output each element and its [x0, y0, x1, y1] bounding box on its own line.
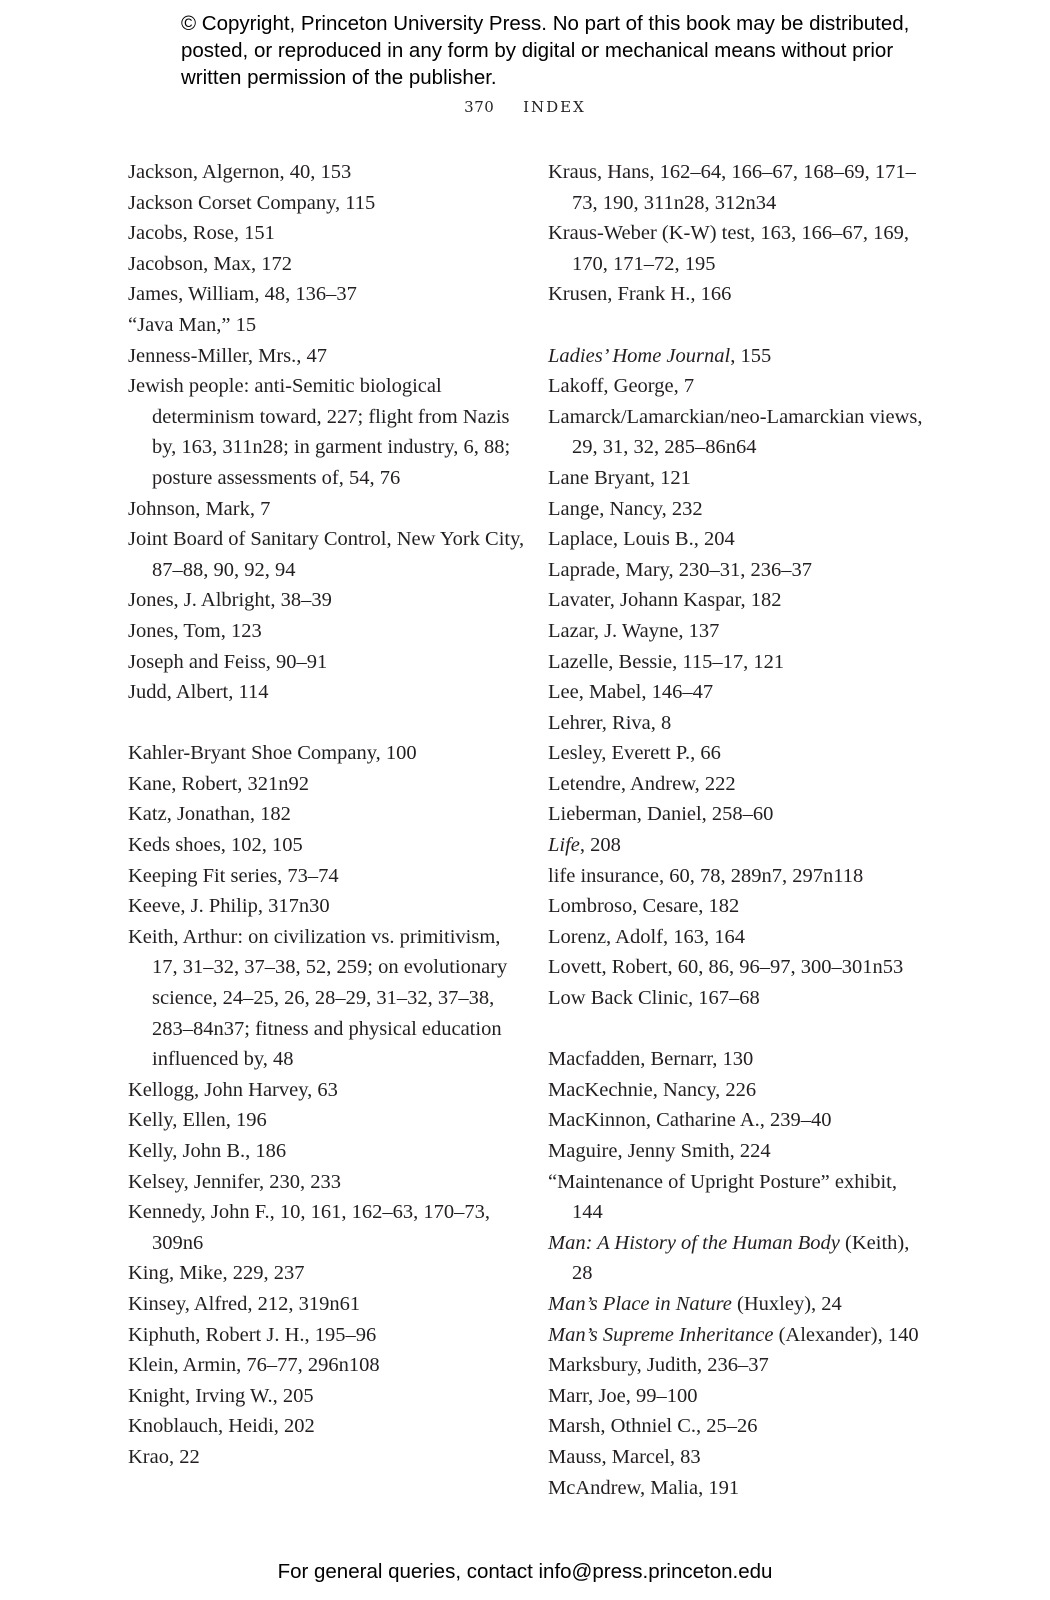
- entry-locators: (Keith), 28: [572, 1231, 910, 1285]
- index-entry: Mauss, Marcel, 83: [548, 1445, 701, 1468]
- letter-group-divider: [548, 1014, 928, 1045]
- index-entry: Marksbury, Judith, 236–37: [548, 1354, 769, 1377]
- work-title: Man’s Supreme Inheritance: [548, 1323, 774, 1346]
- index-entry: Lakoff, George, 7: [548, 375, 695, 398]
- index-entry: Jacobson, Max, 172: [128, 252, 292, 275]
- index-entry: Jenness-Miller, Mrs., 47: [128, 344, 328, 367]
- index-entry: Maguire, Jenny Smith, 224: [548, 1140, 771, 1162]
- index-entry: Joseph and Feiss, 90–91: [128, 650, 328, 673]
- index-entry: Jones, J. Albright, 38–39: [128, 589, 332, 612]
- index-entry: Lesley, Everett P., 66: [548, 742, 721, 765]
- index-entry: King, Mike, 229, 237: [128, 1262, 305, 1285]
- index-entry: Kelly, John B., 186: [128, 1140, 287, 1162]
- page-number: 370: [464, 98, 495, 116]
- index-entry: Laplace, Louis B., 204: [548, 528, 735, 551]
- index-entry: Lieberman, Daniel, 258–60: [548, 803, 774, 826]
- index-entry: Knoblauch, Heidi, 202: [128, 1415, 315, 1438]
- index-entry: Krusen, Frank H., 166: [548, 283, 732, 306]
- work-title: Man’s Place in Nature: [548, 1292, 732, 1315]
- index-entry: Kraus, Hans, 162–64, 166–67, 168–69, 171–73, 190, 311n28, 312n34: [548, 161, 916, 214]
- entry-locators: (Alexander), 140: [773, 1323, 919, 1346]
- index-entry: [548, 1320, 928, 1351]
- index-entry: [548, 341, 928, 372]
- index-entry: Kraus-Weber (K-W) test, 163, 166–67, 169, 170, 171–72, 195: [548, 222, 909, 275]
- index-entry: Johnson, Mark, 7: [128, 497, 271, 520]
- letter-group-divider: [548, 310, 928, 341]
- index-entry: Lazar, J. Wayne, 137: [548, 619, 720, 642]
- index-entry: Lavater, Johann Kaspar, 182: [548, 589, 782, 612]
- index-entry: Kane, Robert, 321n92: [128, 772, 310, 795]
- work-title: Life: [548, 834, 580, 857]
- index-entry: Knight, Irving W., 205: [128, 1384, 314, 1407]
- index-entry: “Java Man,” 15: [128, 313, 257, 336]
- index-entry: James, William, 48, 136–37: [128, 283, 357, 306]
- index-entry: Laprade, Mary, 230–31, 236–37: [548, 558, 812, 581]
- index-entry: Jones, Tom, 123: [128, 619, 262, 642]
- index-entry: Lamarck/Lamarckian/neo-Lamarckian views, 29, 31, 32, 285–86n64: [548, 405, 923, 459]
- work-title: Ladies’ Home Journal: [548, 344, 731, 367]
- index-entry: Lee, Mabel, 146–47: [548, 681, 714, 704]
- index-entry: McAndrew, Malia, 191: [548, 1476, 740, 1499]
- index-entry: Jewish people: anti-Semitic biological determinism toward, 227; flight from Nazis by, 163, 311n28; in garment industry, 6, 88; posture assessments of, 54, 76: [128, 375, 511, 489]
- index-entry: Keeve, J. Philip, 317n30: [128, 895, 330, 918]
- index-entry: Kinsey, Alfred, 212, 319n61: [128, 1292, 361, 1315]
- index-entry: [548, 830, 928, 861]
- index-entry: Katz, Jonathan, 182: [128, 803, 291, 826]
- letter-group-divider: [128, 708, 528, 739]
- index-entry: MacKechnie, Nancy, 226: [548, 1078, 757, 1101]
- index-column-left: [128, 157, 528, 1473]
- index-entry: Krao, 22: [128, 1445, 200, 1468]
- entry-locators: , 208: [579, 834, 621, 857]
- index-entry: Kellogg, John Harvey, 63: [128, 1078, 338, 1101]
- index-entry: MacKinnon, Catharine A., 239–40: [548, 1109, 832, 1132]
- index-entry: Kahler-Bryant Shoe Company, 100: [128, 742, 417, 765]
- index-entry: Lane Bryant, 121: [548, 466, 691, 489]
- index-entry: Low Back Clinic, 167–68: [548, 987, 760, 1010]
- footer-contact: For general queries, contact info@press.princeton.edu: [277, 1560, 773, 1583]
- entry-locators: , 155: [730, 344, 772, 367]
- index-entry: life insurance, 60, 78, 289n7, 297n118: [548, 864, 864, 887]
- entry-locators: (Huxley), 24: [731, 1292, 842, 1315]
- index-entry: “Maintenance of Upright Posture” exhibit, 144: [548, 1170, 897, 1224]
- index-entry: Judd, Albert, 114: [128, 681, 269, 704]
- index-column-right: [548, 157, 928, 1503]
- running-head: [0, 98, 1050, 116]
- index-entry: Keeping Fit series, 73–74: [128, 864, 339, 887]
- index-entry: Lorenz, Adolf, 163, 164: [548, 925, 745, 948]
- index-entry: Lombroso, Cesare, 182: [548, 895, 740, 918]
- index-entry: Macfadden, Bernarr, 130: [548, 1048, 754, 1071]
- index-entry: Lange, Nancy, 232: [548, 497, 703, 520]
- index-entry: Lovett, Robert, 60, 86, 96–97, 300–301n53: [548, 956, 904, 979]
- index-entry: Marr, Joe, 99–100: [548, 1384, 698, 1407]
- index-entry: Jacobs, Rose, 151: [128, 222, 275, 245]
- index-entry: Kelly, Ellen, 196: [128, 1109, 267, 1132]
- index-entry: Keds shoes, 102, 105: [128, 834, 303, 857]
- index-entry: Keith, Arthur: on civilization vs. primitivism, 17, 31–32, 37–38, 52, 259; on evolutionary science, 24–25, 26, 28–29, 31–32, 37–38, 283–84n37; fitness and physical education influenced by, 48: [128, 925, 508, 1071]
- index-entry: [548, 1289, 928, 1320]
- index-entry: [548, 1228, 928, 1289]
- index-entry: Lehrer, Riva, 8: [548, 711, 672, 734]
- index-entry: Jackson Corset Company, 115: [128, 191, 376, 214]
- index-entry: Lazelle, Bessie, 115–17, 121: [548, 650, 785, 673]
- work-title: Man: A History of the Human Body: [548, 1231, 840, 1254]
- index-entry: Joint Board of Sanitary Control, New York City, 87–88, 90, 92, 94: [128, 528, 525, 581]
- section-title: INDEX: [523, 98, 586, 116]
- index-entry: Kiphuth, Robert J. H., 195–96: [128, 1323, 377, 1346]
- index-entry: Jackson, Algernon, 40, 153: [128, 161, 352, 183]
- index-entry: Kennedy, John F., 10, 161, 162–63, 170–73, 309n6: [128, 1201, 491, 1254]
- index-entry: Klein, Armin, 76–77, 296n108: [128, 1354, 380, 1377]
- index-entry: Letendre, Andrew, 222: [548, 772, 736, 795]
- copyright-notice: © Copyright, Princeton University Press. No part of this book may be distributed, posted, or reproduced in any form by digital or mechanical means without prior written permission of the publisher.: [181, 12, 910, 89]
- index-entry: Marsh, Othniel C., 25–26: [548, 1415, 758, 1438]
- index-entry: Kelsey, Jennifer, 230, 233: [128, 1170, 342, 1193]
